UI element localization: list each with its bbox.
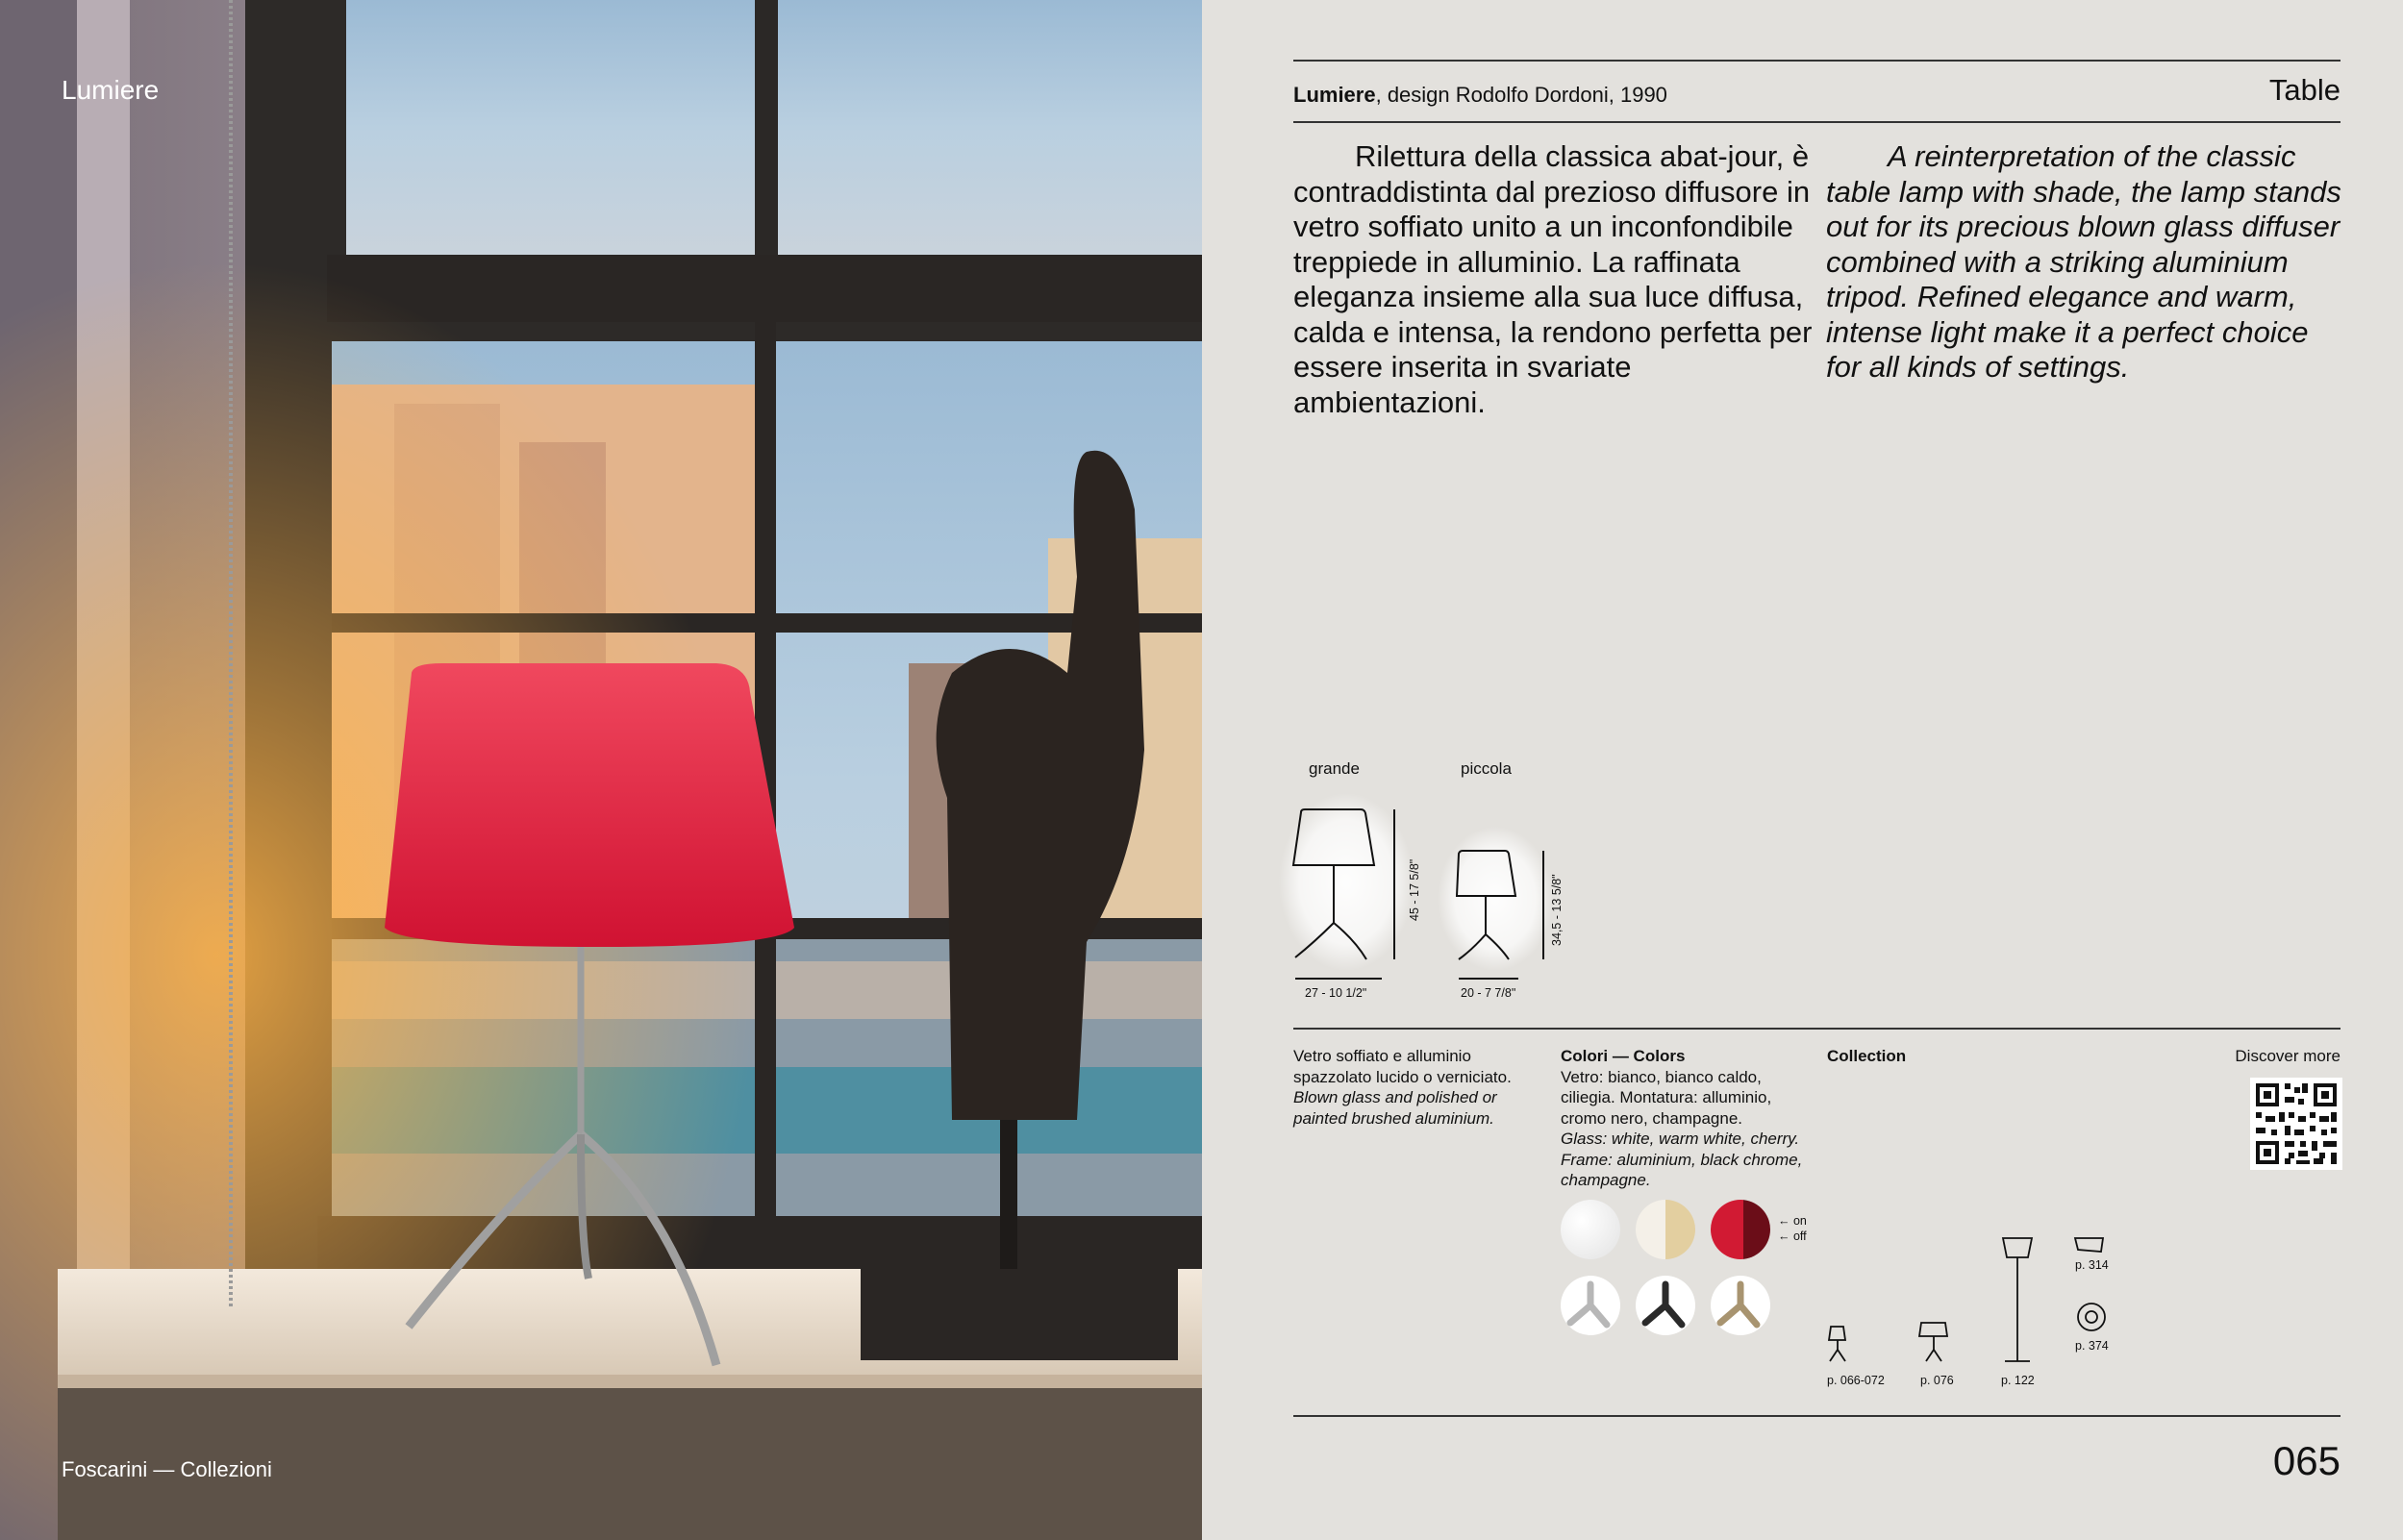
info-rule [1293, 1028, 2340, 1030]
colors-english: Glass: white, warm white, cherry. Frame: aluminium, black chrome, champagne. [1561, 1130, 1803, 1189]
swatch-glass-cherry [1711, 1200, 1770, 1259]
swatch-frame-black-chrome [1636, 1276, 1695, 1335]
collection-ceiling-lamp-icon [2078, 1304, 2105, 1330]
collection-wall-lamp-icon [2075, 1238, 2103, 1252]
on-label: ← on [1778, 1214, 1807, 1228]
frame-swatches [1561, 1275, 1772, 1336]
photo-footer: Foscarini — Collezioni [62, 1457, 272, 1481]
colors-heading: Colori — Colors [1561, 1047, 1686, 1065]
product-header [1293, 83, 1667, 108]
off-label: ← off [1778, 1230, 1807, 1243]
materials-block [1293, 1046, 1543, 1129]
collection-page-5: p. 374 [2075, 1339, 2109, 1353]
footer-rule [1293, 1415, 2340, 1417]
description-english: A reinterpretation of the classic table lamp with shade, the lamp stands out for its precious blown glass diffuser combined with a striking aluminium tripod. Refined elegance and warm, intense light make it a perfect choice for all kinds of settings. [1826, 139, 2341, 384]
materials-italian: Vetro soffiato e alluminio spazzolato lucido o verniciato. [1293, 1047, 1512, 1086]
materials-english: Blown glass and polished or painted brushed aluminium. [1293, 1088, 1497, 1128]
page-number: 065 [2272, 1438, 2340, 1483]
qr-code-icon[interactable] [2250, 1078, 2342, 1170]
discover-more-label: Discover more [2235, 1047, 2340, 1065]
swatch-frame-aluminium [1561, 1276, 1620, 1335]
collection-wide-table-lamp-icon [1919, 1323, 1947, 1361]
product-category: Table [2268, 73, 2340, 107]
size-name-piccola: piccola [1461, 759, 1512, 778]
dimension-width-piccola: 20 - 7 7/8" [1461, 986, 1516, 1000]
collection-page-1: p. 066-072 [1827, 1374, 1885, 1387]
size-name-grande: grande [1309, 759, 1360, 778]
collection-heading: Collection [1827, 1047, 1907, 1065]
header-rule [1293, 121, 2340, 123]
collection-icons [1822, 1230, 2111, 1365]
dimension-width-grande: 27 - 10 1/2" [1305, 986, 1367, 1000]
top-rule [1293, 60, 2340, 62]
product-name: Lumiere [1293, 83, 1376, 107]
collection-table-lamp-icon [1829, 1327, 1845, 1361]
collection-page-4: p. 314 [2075, 1258, 2109, 1272]
swatch-glass-white [1561, 1200, 1620, 1259]
product-design: , design Rodolfo Dordoni, 1990 [1375, 83, 1667, 107]
dimension-height-grande: 45 - 17 5/8" [1408, 858, 1421, 921]
swatch-frame-champagne [1711, 1276, 1770, 1335]
colors-italian: Vetro: bianco, bianco caldo, ciliegia. Montatura: alluminio, cromo nero, champagne. [1561, 1067, 1772, 1128]
description-italian: Rilettura della classica abat-jour, è contraddistinta dal prezioso diffusore in vetro soffiato unito a un inconfondibile treppiede in alluminio. La raffinata eleganza insieme alla sua luce diffusa, calda e intensa, la rendono perfetta per essere inserita in svariate ambientazioni. [1293, 139, 1813, 419]
size-drawings [1274, 788, 1582, 1000]
collection-page-2: p. 076 [1920, 1374, 1954, 1387]
dimension-height-piccola: 34,5 - 13 5/8" [1550, 874, 1564, 946]
colors-block [1561, 1046, 1806, 1191]
collection-floor-lamp-icon [2003, 1238, 2032, 1361]
collection-page-3: p. 122 [2001, 1374, 2035, 1387]
swatch-glass-warm-white [1636, 1200, 1695, 1259]
photo-title: Lumiere [62, 75, 160, 105]
